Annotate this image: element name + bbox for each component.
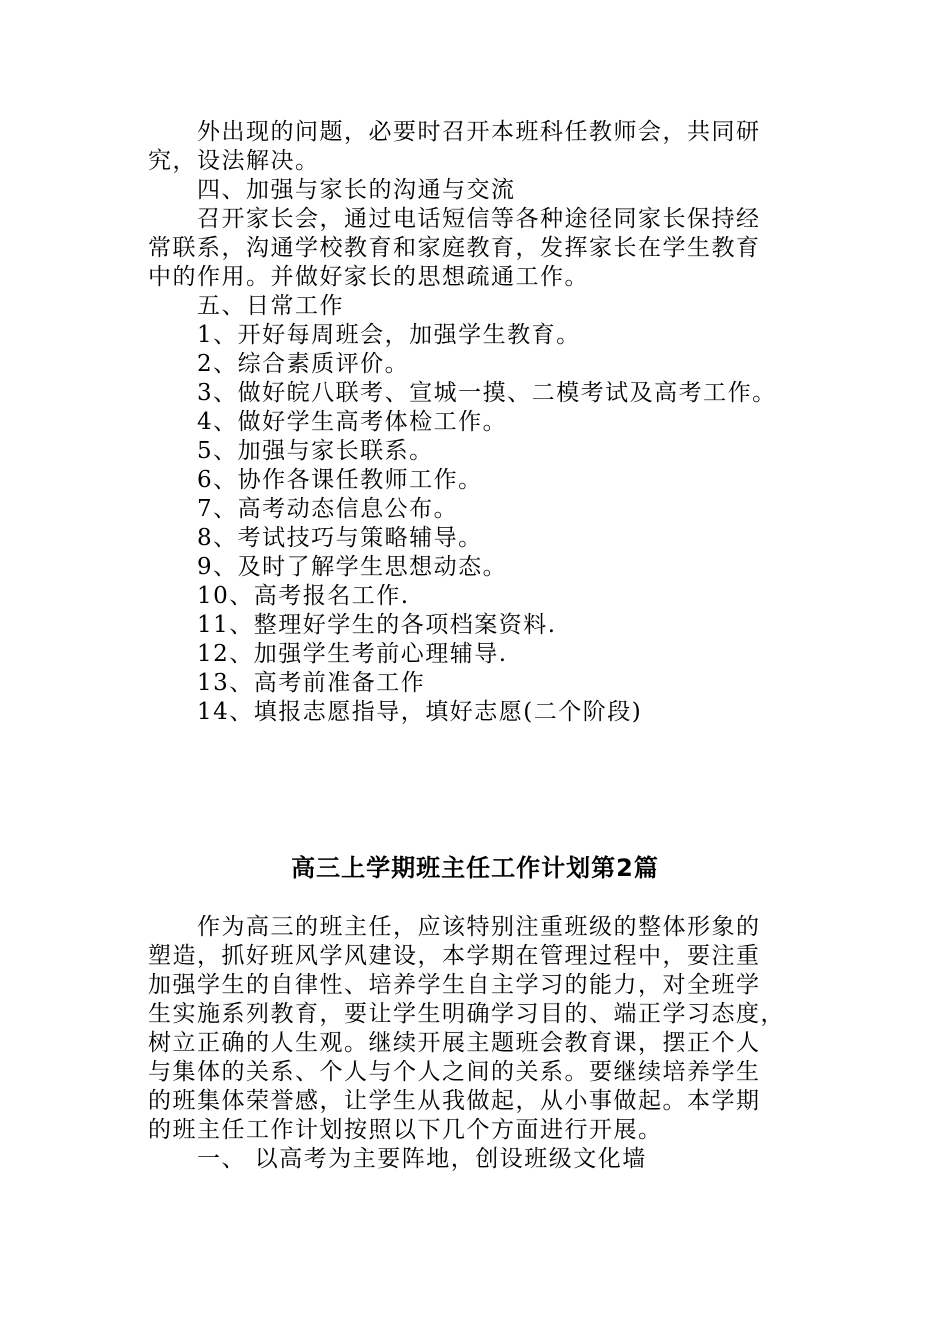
paragraph-line: 作为高三的班主任，应该特别注重班级的整体形象的 — [197, 914, 761, 940]
paragraph-line: 与集体的关系、个人与个人之间的关系。要继续培养学生 — [148, 1059, 761, 1085]
list-item: 11、整理好学生的各项档案资料. — [197, 612, 557, 638]
section2-body — [148, 913, 798, 1174]
paragraph-line: 外出现的问题，必要时召开本班科任教师会，共同研 — [197, 119, 761, 145]
paragraph-line: 的班主任工作计划按照以下几个方面进行开展。 — [148, 1117, 663, 1143]
paragraph-line: 加强学生的自律性、培养学生自主学习的能力，对全班学 — [148, 972, 761, 998]
list-item: 6、协作各课任教师工作。 — [197, 467, 483, 493]
paragraph-line: 常联系，沟通学校教育和家庭教育，发挥家长在学生教育 — [148, 235, 761, 261]
list-item: 4、做好学生高考体检工作。 — [197, 409, 508, 435]
paragraph-line: 究，设法解决。 — [148, 148, 320, 174]
list-item: 3、做好皖八联考、宣城一摸、二模考试及高考工作。 — [197, 380, 777, 406]
list-item: 14、填报志愿指导，填好志愿(二个阶段) — [197, 699, 643, 725]
paragraph-line: 中的作用。并做好家长的思想疏通工作。 — [148, 264, 589, 290]
list-item: 9、及时了解学生思想动态。 — [197, 554, 508, 580]
article-title: 高三上学期班主任工作计划第2篇 — [291, 854, 659, 882]
list-item: 5、加强与家长联系。 — [197, 438, 434, 464]
list-item: 13、高考前准备工作 — [197, 670, 426, 696]
list-item: 8、考试技巧与策略辅导。 — [197, 525, 483, 551]
section-heading-line: 五、日常工作 — [197, 293, 344, 319]
list-item: 10、高考报名工作. — [197, 583, 410, 609]
paragraph-line: 的班集体荣誉感，让学生从我做起，从小事做起。本学期 — [148, 1088, 761, 1114]
paragraph-line: 塑造，抓好班风学风建设，本学期在管理过程中，要注重 — [148, 943, 761, 969]
list-item: 12、加强学生考前心理辅导. — [197, 641, 508, 667]
section-heading-line: 四、加强与家长的沟通与交流 — [197, 177, 516, 203]
section1-body — [148, 118, 798, 727]
paragraph-line: 召开家长会，通过电话短信等各种途径同家长保持经 — [197, 206, 761, 232]
list-item: 1、开好每周班会，加强学生教育。 — [197, 322, 581, 348]
paragraph-line: 树立正确的人生观。继续开展主题班会教育课，摆正个人 — [148, 1030, 761, 1056]
list-item: 7、高考动态信息公布。 — [197, 496, 459, 522]
list-item: 2、综合素质评价。 — [197, 351, 410, 377]
section-heading-line: 一、 以高考为主要阵地，创设班级文化墙 — [197, 1146, 647, 1172]
paragraph-line: 生实施系列教育，要让学生明确学习目的、端正学习态度， — [148, 1001, 785, 1027]
